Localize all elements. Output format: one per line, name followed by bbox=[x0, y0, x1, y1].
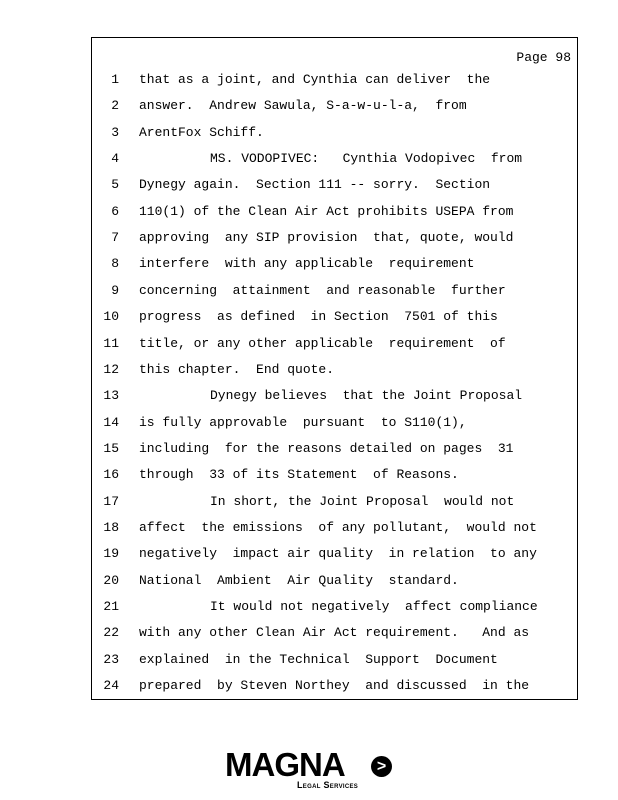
line-number: 18 bbox=[103, 519, 119, 535]
transcript-line bbox=[92, 441, 572, 461]
transcript-line bbox=[92, 573, 572, 593]
transcript-line bbox=[92, 98, 572, 118]
line-text: that as a joint, and Cynthia can deliver the bbox=[139, 72, 491, 87]
line-number: 11 bbox=[103, 335, 119, 351]
line-text: affect the emissions of any pollutant, would not bbox=[139, 519, 537, 535]
logo-wordmark: MAGNA bbox=[225, 746, 345, 783]
line-text: prepared by Steven Northey and discussed in the bbox=[139, 678, 530, 694]
line-text: through 33 of its Statement of Reasons. bbox=[139, 467, 459, 483]
transcript-line bbox=[92, 336, 572, 356]
magna-logo bbox=[225, 748, 395, 793]
line-number: 19 bbox=[103, 546, 119, 562]
transcript-line bbox=[92, 204, 572, 224]
line-number: 16 bbox=[103, 467, 119, 483]
chevron-right-icon: > bbox=[371, 756, 392, 777]
line-number: 17 bbox=[103, 493, 119, 509]
line-text: Dynegy believes that the Joint Proposal bbox=[210, 388, 523, 404]
line-number: 7 bbox=[111, 230, 119, 246]
line-number: 21 bbox=[103, 599, 119, 614]
transcript-line bbox=[92, 309, 572, 329]
transcript-line bbox=[92, 151, 572, 171]
transcript-line bbox=[92, 125, 572, 145]
line-text: concerning attainment and reasonable further bbox=[139, 282, 506, 298]
transcript-line bbox=[92, 415, 572, 435]
line-text: approving any SIP provision that, quote, would bbox=[139, 230, 514, 246]
transcript-line bbox=[92, 520, 572, 540]
transcript-line bbox=[92, 494, 572, 514]
line-text: 110(1) of the Clean Air Act prohibits USEPA from bbox=[139, 203, 514, 219]
transcript-page bbox=[91, 37, 578, 700]
line-number: 13 bbox=[103, 388, 119, 404]
line-text: National Ambient Air Quality standard. bbox=[139, 572, 459, 588]
line-text: with any other Clean Air Act requirement. And as bbox=[139, 625, 530, 641]
line-number: 1 bbox=[111, 72, 119, 87]
line-text: negatively impact air quality in relation to any bbox=[139, 546, 537, 562]
line-text: this chapter. End quote. bbox=[139, 361, 335, 377]
transcript-line bbox=[92, 72, 572, 92]
line-number: 23 bbox=[103, 651, 119, 667]
page-number: Page 98 bbox=[516, 50, 571, 65]
line-number: 14 bbox=[103, 414, 119, 430]
line-number: 22 bbox=[103, 625, 119, 641]
transcript-line bbox=[92, 625, 572, 645]
line-number: 3 bbox=[111, 124, 119, 140]
line-number: 5 bbox=[111, 177, 119, 193]
line-text: explained in the Technical Support Document bbox=[139, 651, 498, 667]
line-text: It would not negatively affect compliance bbox=[210, 599, 538, 614]
line-text: interfere with any applicable requirement bbox=[139, 256, 475, 272]
line-number: 24 bbox=[103, 678, 119, 694]
line-text: is fully approvable pursuant to S110(1), bbox=[139, 414, 467, 430]
line-number: 8 bbox=[111, 256, 119, 272]
line-number: 6 bbox=[111, 203, 119, 219]
transcript-line bbox=[92, 599, 572, 619]
line-text: ArentFox Schiff. bbox=[139, 124, 264, 140]
logo-subtitle: Legal Services bbox=[297, 780, 359, 790]
line-number: 12 bbox=[103, 361, 119, 377]
transcript-line bbox=[92, 256, 572, 276]
line-number: 10 bbox=[103, 309, 119, 325]
transcript-line bbox=[92, 230, 572, 250]
line-text: Dynegy again. Section 111 -- sorry. Section bbox=[139, 177, 491, 193]
transcript-line bbox=[92, 177, 572, 197]
transcript-line bbox=[92, 546, 572, 566]
line-text: progress as defined in Section 7501 of this bbox=[139, 309, 498, 325]
line-text: including for the reasons detailed on pages 31 bbox=[139, 440, 514, 456]
line-text: In short, the Joint Proposal would not bbox=[210, 493, 515, 509]
line-text: title, or any other applicable requirement of bbox=[139, 335, 506, 351]
transcript-line bbox=[92, 652, 572, 672]
transcript-line bbox=[92, 467, 572, 487]
line-number: 4 bbox=[111, 151, 119, 167]
line-number: 15 bbox=[103, 440, 119, 456]
line-number: 9 bbox=[111, 282, 119, 298]
line-text: MS. VODOPIVEC: Cynthia Vodopivec from bbox=[210, 151, 523, 167]
line-text: answer. Andrew Sawula, S-a-w-u-l-a, from bbox=[139, 98, 467, 114]
transcript-line bbox=[92, 362, 572, 382]
line-number: 20 bbox=[103, 572, 119, 588]
transcript-line bbox=[92, 283, 572, 303]
transcript-line bbox=[92, 388, 572, 408]
transcript-line bbox=[92, 678, 572, 698]
line-number: 2 bbox=[111, 98, 119, 114]
